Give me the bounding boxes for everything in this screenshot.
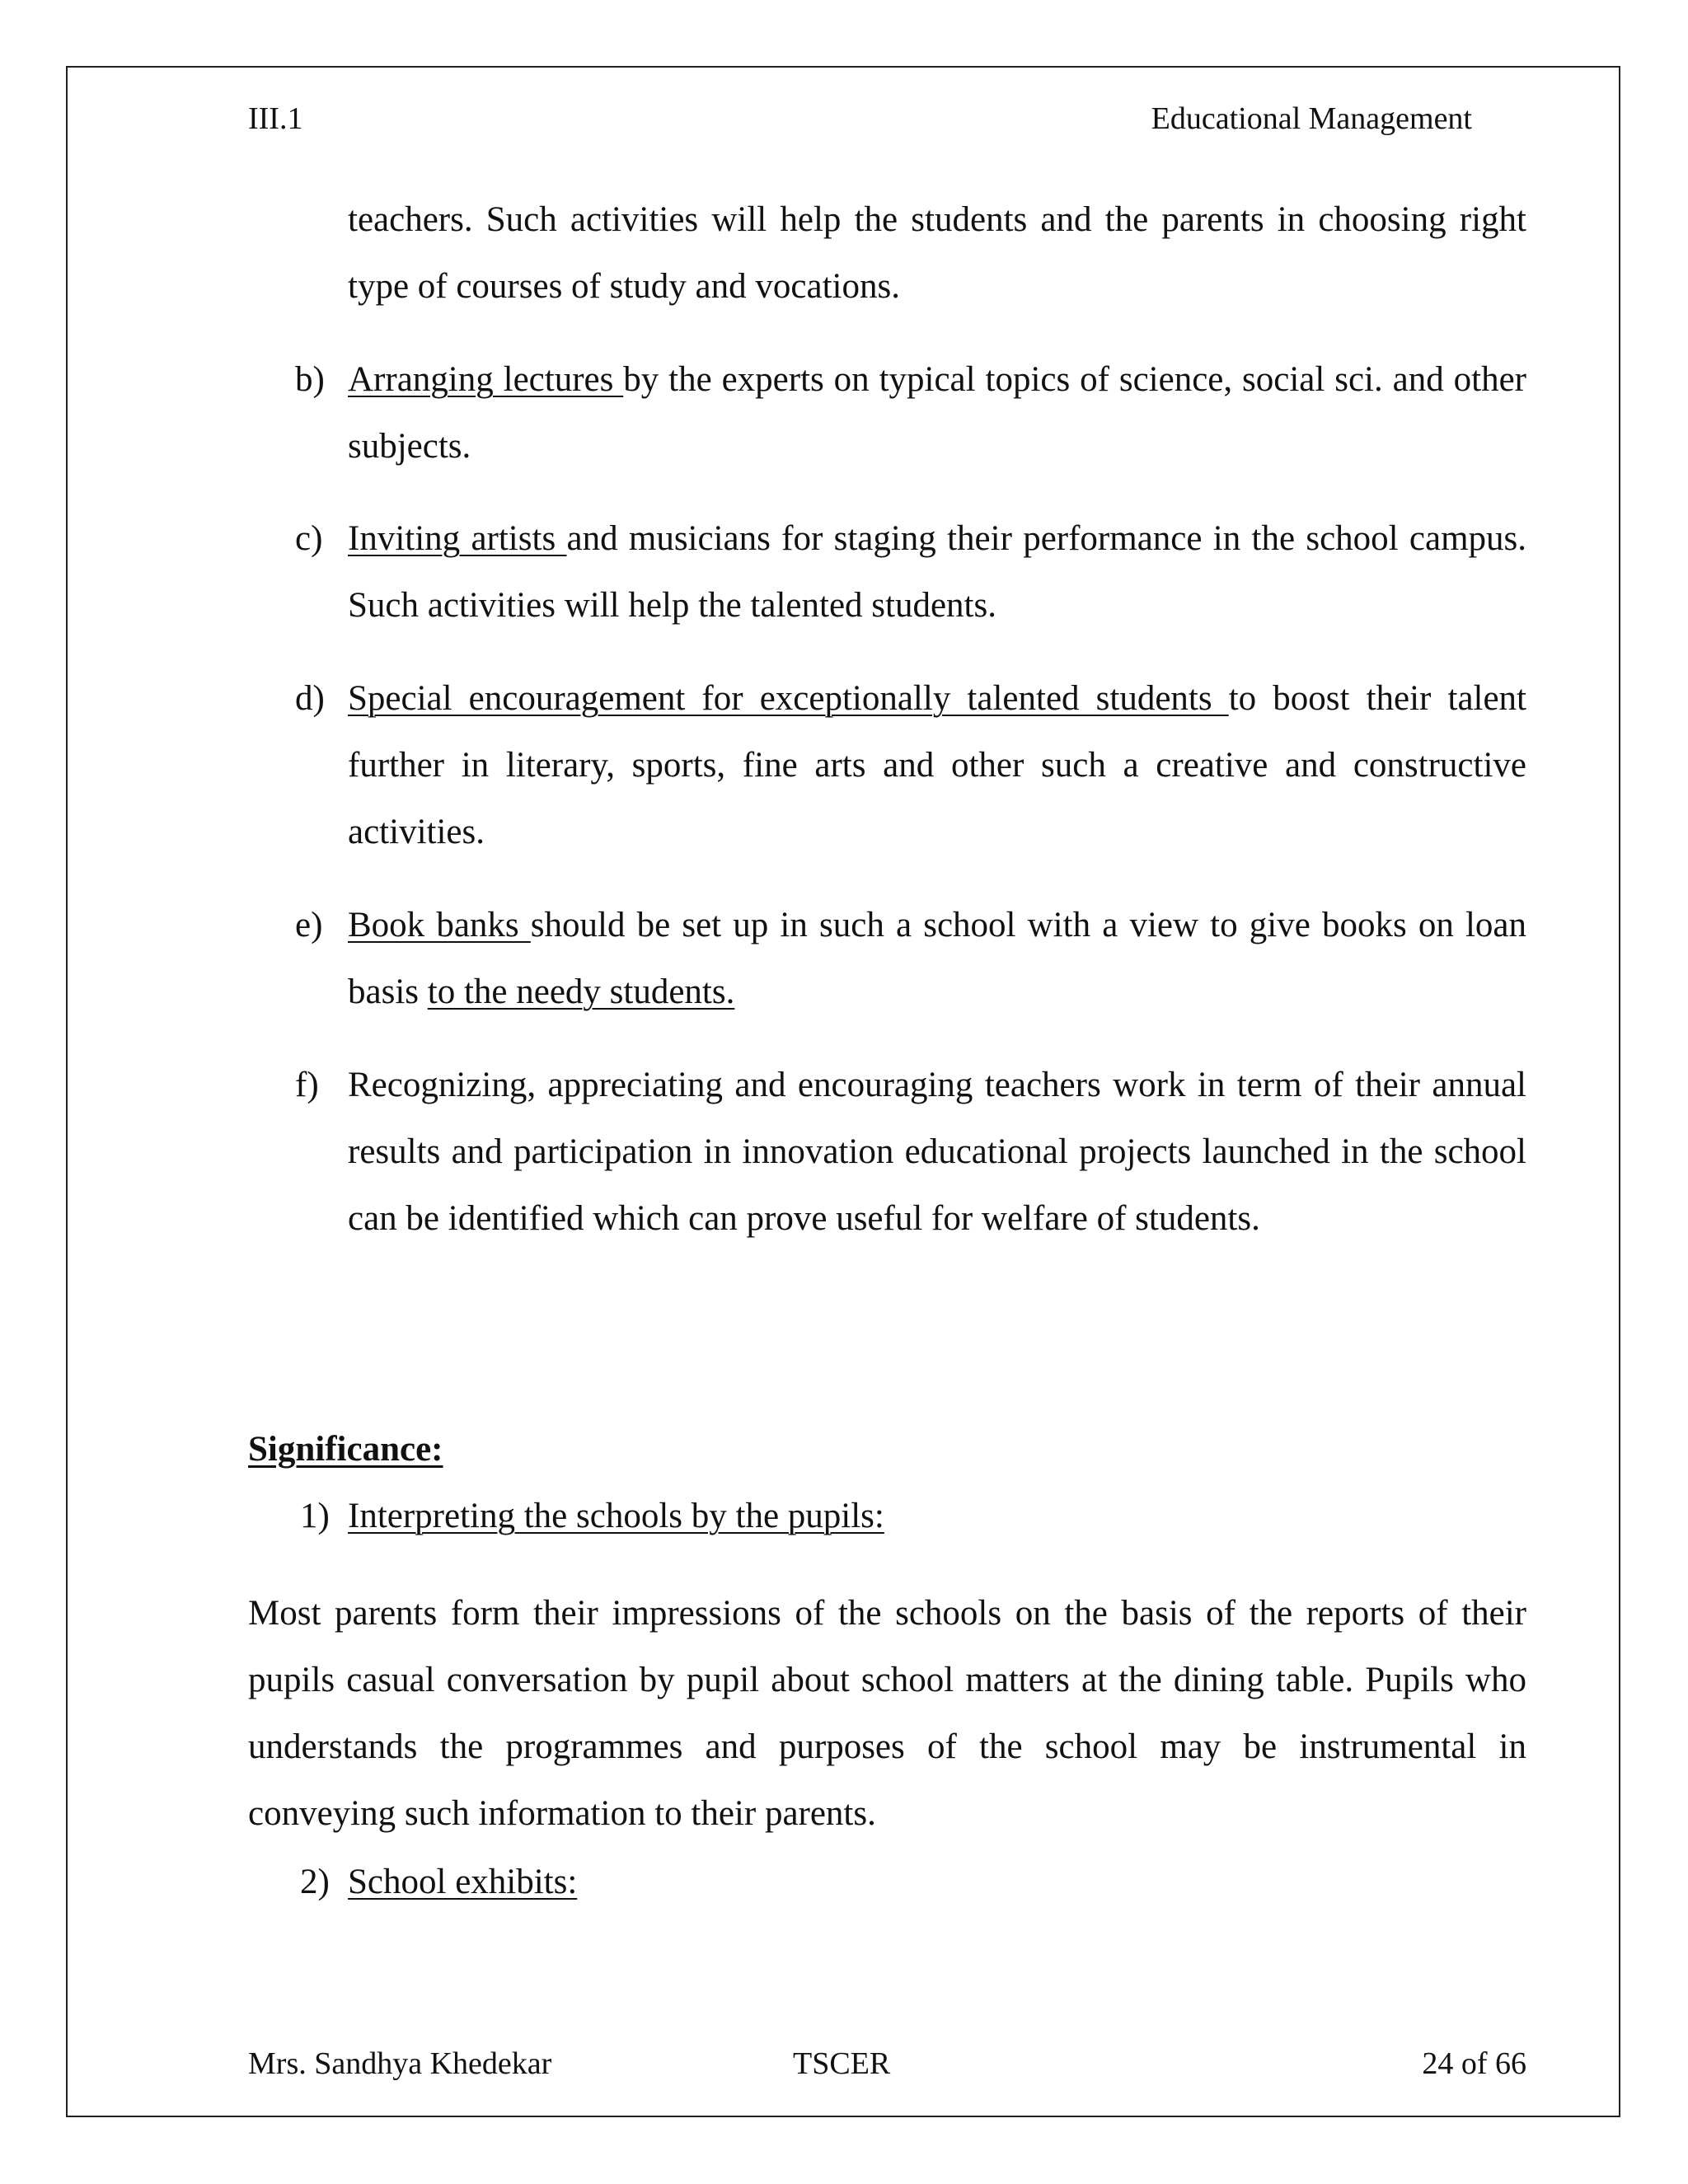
list-marker-d: d) [295, 679, 325, 718]
list-item-e-underlined-end: to the needy students. [427, 972, 735, 1011]
list-item-e-underlined: Book banks [348, 906, 531, 944]
header-title: Educational Management [1151, 101, 1472, 136]
list-item-d [348, 665, 1526, 865]
significance-paragraph: Most parents form their impressions of the schools on the basis of the reports of their pupils casual conversation by pupil about school matters at the dining table. Pupils who understands the programmes and purposes of the school may be instrumental in conveying such information to their parents. [248, 1594, 1526, 1833]
footer-page-number: 24 of 66 [1422, 2046, 1526, 2081]
header-section-number: III.1 [248, 101, 303, 136]
list-item-c-text: and musicians for staging their performance in the school campus. Such activities will help the talented students. [348, 519, 1527, 625]
section-heading-significance: Significance: [248, 1430, 443, 1469]
list-item-c [348, 505, 1526, 639]
list-marker-e: e) [295, 906, 323, 944]
list-item-f [348, 1052, 1526, 1252]
list-item-b-text: by the experts on typical topics of science, social sci. and other subjects. [348, 360, 1526, 466]
list-item-b-underlined: Arranging lectures [348, 360, 624, 399]
list-marker-f: f) [295, 1066, 319, 1104]
list-item-d-text: to boost their talent further in literary, sports, fine arts and other such a creative and constructive activities. [348, 679, 1527, 851]
list-marker-b: b) [295, 360, 325, 399]
continuation-paragraph: teachers. Such activities will help the students and the parents in choosing right type of courses of study and vocations. [348, 200, 1526, 306]
list-item-b [348, 346, 1526, 480]
numbered-marker-2: 2) [300, 1863, 330, 1901]
list-marker-c: c) [295, 519, 323, 558]
list-item-e [348, 892, 1526, 1025]
numbered-text-1: Interpreting the schools by the pupils: [348, 1497, 884, 1535]
list-item-c-underlined: Inviting artists [348, 519, 567, 558]
list-item-d-underlined: Special encouragement for exceptionally talented students [348, 679, 1229, 718]
numbered-text-2: School exhibits: [348, 1863, 578, 1901]
footer-author: Mrs. Sandhya Khedekar [248, 2046, 552, 2081]
list-item-f-text: Recognizing, appreciating and encouraging teachers work in term of their annual results and participation in innovation educational projects launched in the school can be identified which can prove useful for welfare of students. [348, 1066, 1526, 1238]
numbered-marker-1: 1) [300, 1497, 330, 1535]
footer-institute: TSCER [793, 2046, 891, 2081]
list-item-e-text: should be set up in such a school with a view to give books on loan basis [348, 906, 1527, 1011]
